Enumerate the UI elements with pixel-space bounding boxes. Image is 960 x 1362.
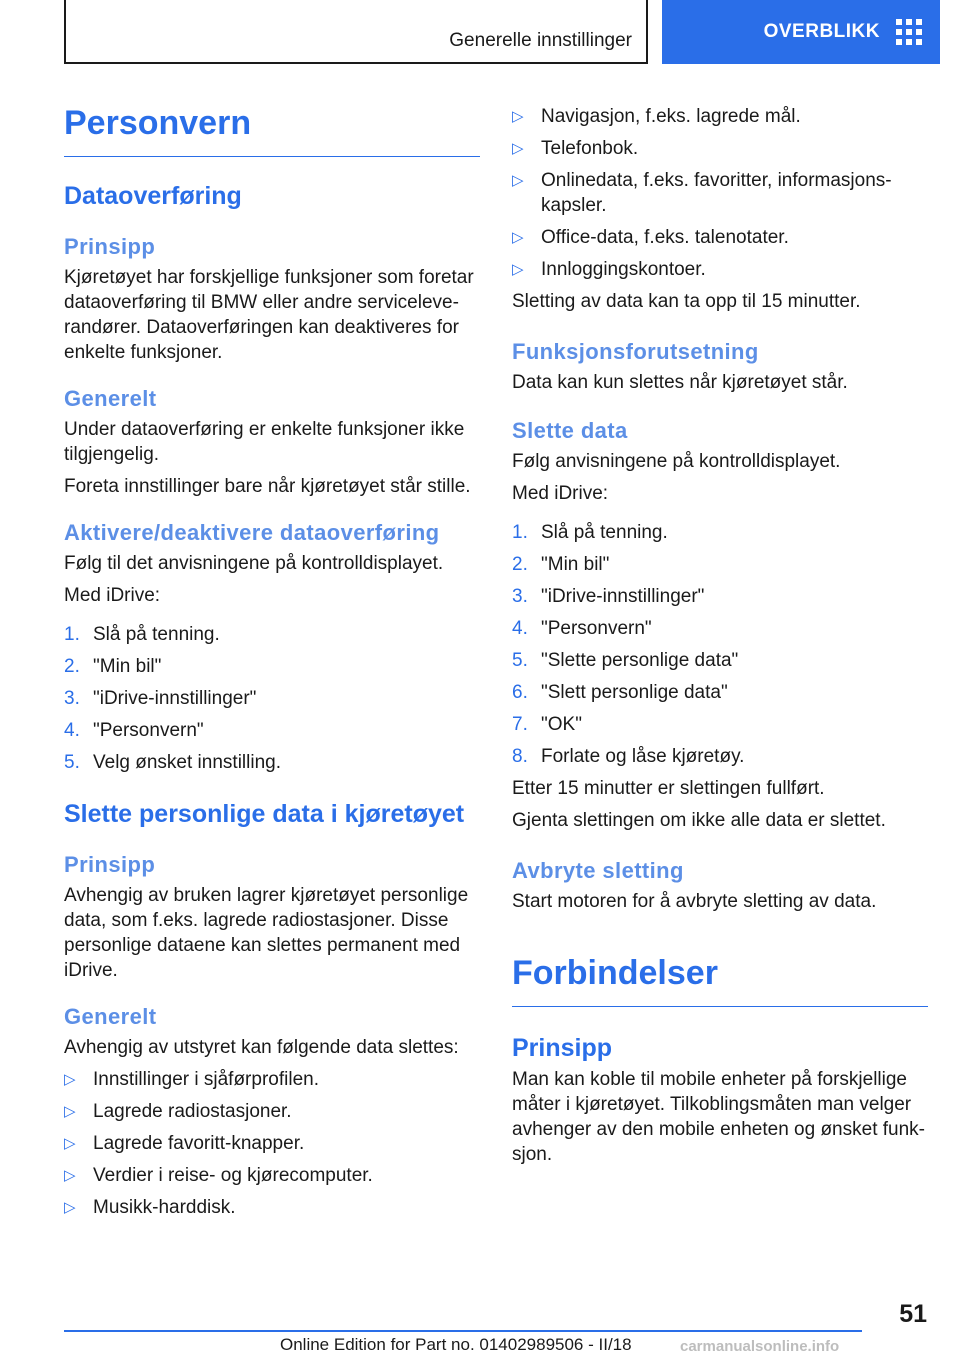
paragraph: Med iDrive: <box>512 483 609 504</box>
subheading-principle: Prinsipp <box>64 234 156 259</box>
paragraph: Data kan kun slettes når kjøretøyet står. <box>512 372 848 393</box>
triangle-bullet-icon: ▷ <box>512 108 524 125</box>
paragraph: Foreta innstillinger bare når kjøretøyet står stille. <box>64 476 471 497</box>
paragraph: Kjøretøyet har forskjellige funksjoner som foretar dataoverføring til BMW eller andre serviceleverandører. Dataoverføringen kan deaktiveres for enkelte funksjoner. <box>64 267 474 363</box>
list-item: ▷ Innloggingskontoer. <box>512 259 706 280</box>
triangle-bullet-icon: ▷ <box>64 1103 76 1120</box>
paragraph: Etter 15 minutter er slettingen fullført. <box>512 778 825 799</box>
list-item: 1. Slå på tenning. <box>512 522 668 543</box>
subheading-toggle: Aktivere/deaktivere dataoverføring <box>64 520 440 545</box>
section-title-connections: Forbindelser <box>512 950 928 1007</box>
bullet-list <box>64 1067 480 1220</box>
paragraph: Følg anvisningene på kontrolldisplayet. <box>512 451 841 472</box>
paragraph: Gjenta slettingen om ikke alle data er slettet. <box>512 810 886 831</box>
section-title: Generelle innstillinger <box>449 30 632 51</box>
list-item: ▷ Office-data, f.eks. talenotater. <box>512 227 789 248</box>
list-item: 6. "Slett personlige data" <box>512 682 728 703</box>
right-column <box>512 104 928 1167</box>
triangle-bullet-icon: ▷ <box>64 1071 76 1088</box>
steps-list <box>512 520 928 769</box>
paragraph: Avhengig av bruken lagrer kjøretøyet personlige data, som f.eks. lagrede radiostasjoner. Disse personlige dataene kan slettes permanent med iDrive. <box>64 885 469 981</box>
overview-button[interactable] <box>662 0 940 64</box>
list-item: 5. "Slette personlige data" <box>512 650 739 671</box>
list-item: ▷ Verdier i reise- og kjørecomputer. <box>64 1165 373 1186</box>
header-section-box <box>64 0 648 64</box>
list-item: 5. Velg ønsket innstilling. <box>64 752 281 773</box>
triangle-bullet-icon: ▷ <box>512 261 524 278</box>
watermark: carmanualsonline.info <box>680 1338 840 1355</box>
list-item: 2. "Min bil" <box>64 656 162 677</box>
list-item: 3. "iDrive-innstillinger" <box>64 688 257 709</box>
paragraph: Sletting av data kan ta opp til 15 minutter. <box>512 291 861 312</box>
subheading-general: Generelt <box>64 386 157 411</box>
grid-icon <box>896 19 922 45</box>
overview-label: OVERBLIKK <box>763 21 880 42</box>
section-heading-delete-personal: Slette personlige data i kjøretøyet <box>64 800 465 828</box>
list-item: ▷ Lagrede radiostasjoner. <box>64 1101 292 1122</box>
triangle-bullet-icon: ▷ <box>64 1135 76 1152</box>
list-item: ▷ Lagrede favoritt-knapper. <box>64 1133 305 1154</box>
subheading-requirement: Funksjonsforutsetning <box>512 339 759 364</box>
list-item: 1. Slå på tenning. <box>64 624 220 645</box>
list-item: ▷ Telefonbok. <box>512 138 639 159</box>
paragraph: Avhengig av utstyret kan følgende data slettes: <box>64 1037 459 1058</box>
triangle-bullet-icon: ▷ <box>512 229 524 246</box>
list-item: ▷ Musikk-harddisk. <box>64 1197 236 1218</box>
subheading-general: Generelt <box>64 1004 157 1029</box>
triangle-bullet-icon: ▷ <box>64 1199 76 1216</box>
list-item: ▷ Navigasjon, f.eks. lagrede mål. <box>512 106 801 127</box>
list-item: 4. "Personvern" <box>512 618 652 639</box>
subheading-delete-data: Slette data <box>512 418 628 443</box>
subheading-principle: Prinsipp <box>512 1034 613 1062</box>
list-item: 3. "iDrive-innstillinger" <box>512 586 705 607</box>
section-heading-data-transfer: Dataoverføring <box>64 182 242 210</box>
steps-list <box>64 622 480 775</box>
page-number: 51 <box>899 1300 927 1328</box>
subheading-principle: Prinsipp <box>64 852 156 877</box>
page-title: Personvern <box>64 100 480 157</box>
paragraph: Med iDrive: <box>64 585 161 606</box>
list-item: 8. Forlate og låse kjøretøy. <box>512 746 745 767</box>
edition-text: Online Edition for Part no. 01402989506 - II/18 <box>280 1335 632 1354</box>
triangle-bullet-icon: ▷ <box>64 1167 76 1184</box>
paragraph: Man kan koble til mobile enheter på forskjellige måter i kjøretøyet. Tilkoblingsmåten man velger avhenger av den mobile enheten og ønsket funksjon. <box>512 1069 925 1165</box>
paragraph: Under dataoverføring er enkelte funksjoner ikke tilgjengelig. <box>64 419 465 465</box>
list-item: 2. "Min bil" <box>512 554 610 575</box>
left-column <box>64 100 480 1220</box>
triangle-bullet-icon: ▷ <box>512 140 524 157</box>
footer-divider <box>64 1330 862 1332</box>
subheading-cancel: Avbryte sletting <box>512 858 684 883</box>
list-item: 4. "Personvern" <box>64 720 204 741</box>
paragraph: Følg til det anvisningene på kontrolldisplayet. <box>64 553 444 574</box>
paragraph: Start motoren for å avbryte sletting av data. <box>512 891 877 912</box>
list-item: ▷ Onlinedata, f.eks. favoritter, informasjonskapsler. <box>512 170 892 216</box>
list-item: ▷ Innstillinger i sjåførprofilen. <box>64 1069 319 1090</box>
bullet-list <box>512 104 928 282</box>
triangle-bullet-icon: ▷ <box>512 172 524 189</box>
list-item: 7. "OK" <box>512 714 582 735</box>
